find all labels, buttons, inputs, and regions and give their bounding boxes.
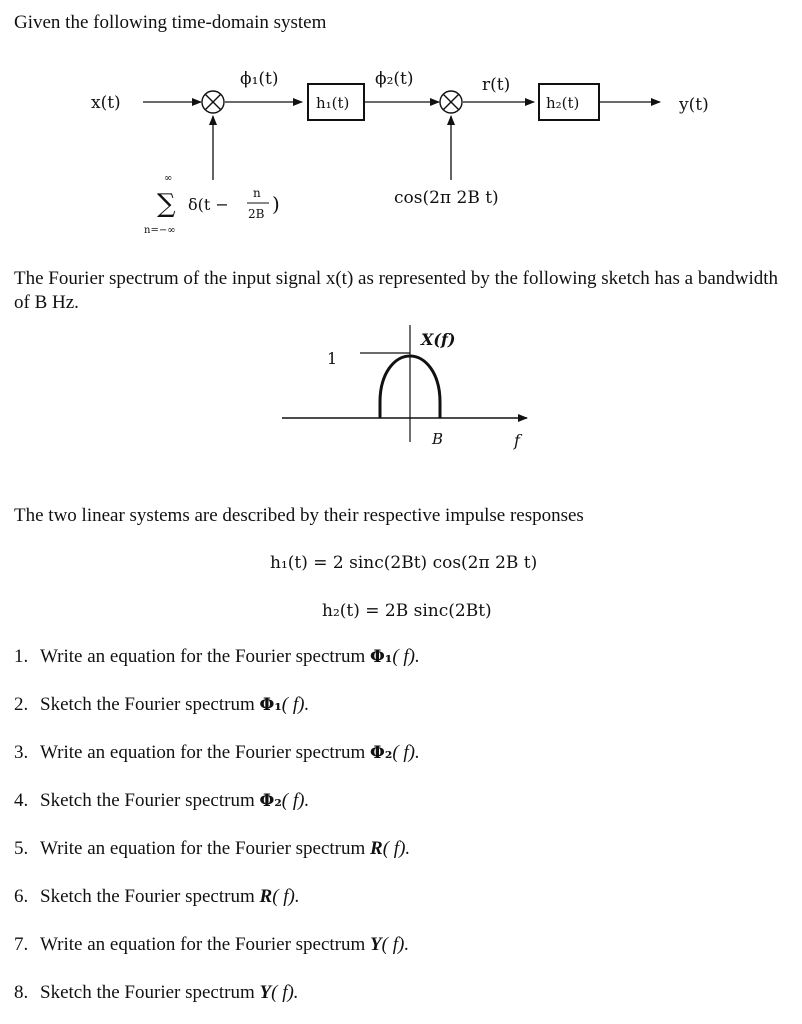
amplitude-label: 1	[327, 349, 338, 368]
h1-equation: h₁(t) = 2 sinc(2Bt) cos(2π 2B t)	[270, 553, 538, 573]
question-item: 1. Write an equation for the Fourier spectrum Φ₁( f).	[14, 646, 420, 667]
sum-sign: ∑	[157, 189, 176, 219]
fraction-denominator: 2B	[248, 207, 265, 221]
r-label: r(t)	[482, 75, 511, 95]
carrier-label: cos(2π 2B t)	[394, 188, 499, 208]
spectrum-description: The Fourier spectrum of the input signal x(t) as represented by the following sketch has a bandwidth of B Hz.	[14, 268, 779, 313]
phi1-label: ϕ₁(t)	[240, 69, 279, 89]
h2-equation: h₂(t) = 2B sinc(2Bt)	[322, 601, 492, 621]
question-item: 7. Write an equation for the Fourier spectrum Y( f).	[14, 934, 410, 955]
spectrum-ylabel: X(f)	[421, 330, 456, 349]
systems-description: The two linear systems are described by their respective impulse responses	[14, 505, 584, 526]
phi2-label: ϕ₂(t)	[375, 69, 414, 89]
question-item: 2. Sketch the Fourier spectrum Φ₁( f).	[14, 694, 310, 715]
question-item: 6. Sketch the Fourier spectrum R( f).	[14, 886, 300, 907]
question-item: 3. Write an equation for the Fourier spectrum Φ₂( f).	[14, 742, 420, 763]
question-item: 8. Sketch the Fourier spectrum Y( f).	[14, 982, 299, 1003]
output-label: y(t)	[679, 95, 709, 115]
frequency-label: f	[514, 431, 520, 450]
sum-lower-limit: n=−∞	[144, 225, 176, 236]
delta-prefix: δ(t −	[188, 195, 229, 214]
spectrum-sketch	[0, 0, 802, 470]
bandwidth-label: B	[432, 430, 444, 448]
delta-suffix: )	[272, 192, 280, 216]
fraction-numerator: n	[253, 186, 261, 200]
h1-label: h₁(t)	[316, 94, 350, 112]
question-item: 4. Sketch the Fourier spectrum Φ₂( f).	[14, 790, 310, 811]
h2-label: h₂(t)	[546, 94, 580, 112]
sum-upper-limit: ∞	[164, 173, 173, 184]
input-label: x(t)	[91, 93, 121, 113]
intro-text: Given the following time-domain system	[14, 12, 327, 33]
question-item: 5. Write an equation for the Fourier spectrum R( f).	[14, 838, 411, 859]
